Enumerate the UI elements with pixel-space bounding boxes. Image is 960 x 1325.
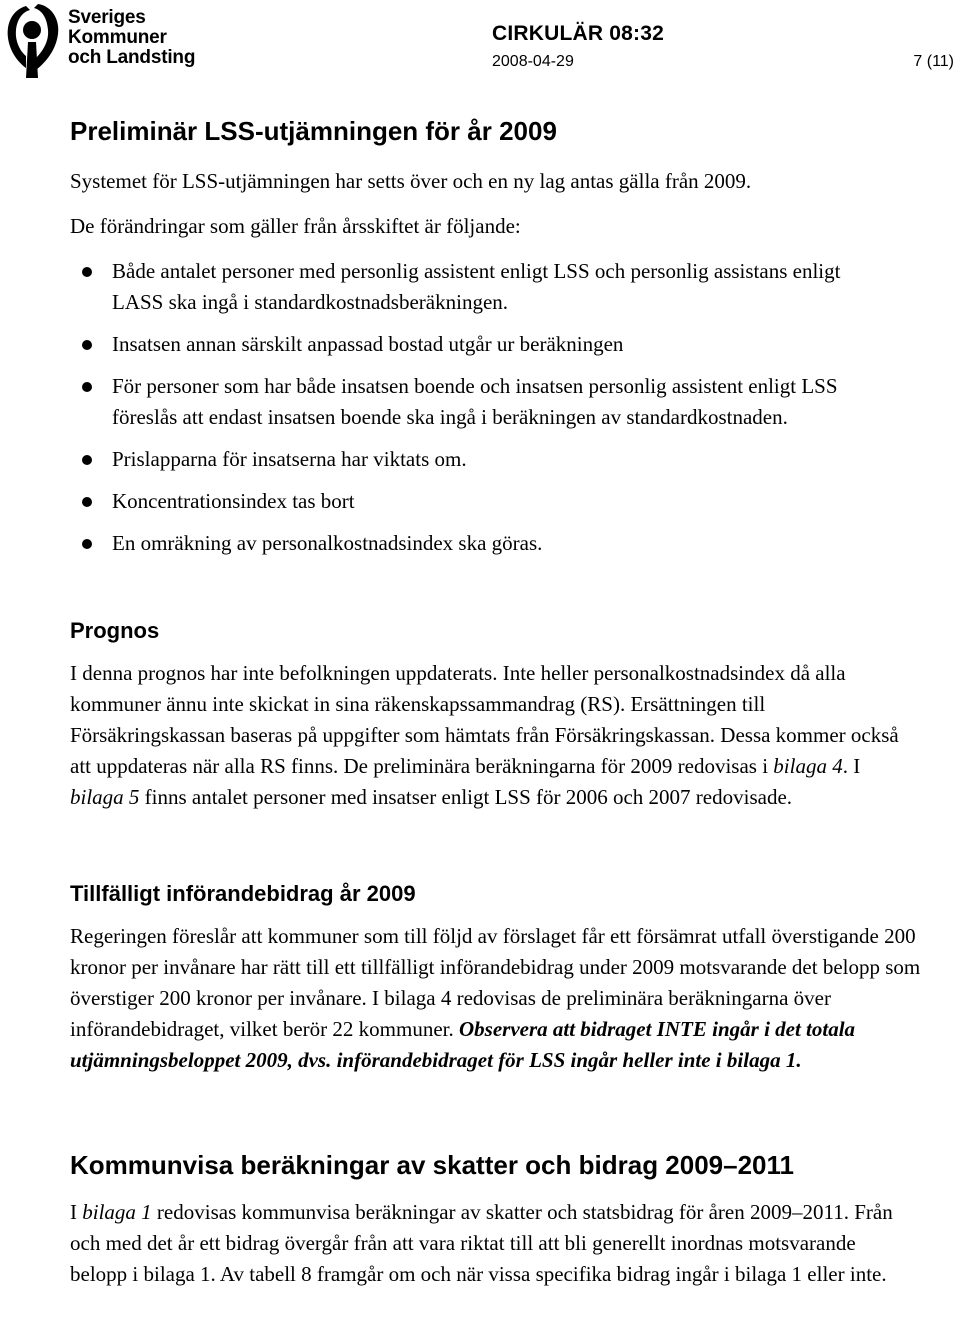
section-title-kommunvisa: Kommunvisa beräkningar av skatter och bidrag 2009–2011	[70, 1150, 795, 1180]
intro-paragraph-2: De förändringar som gäller från årsskiftet är följande:	[70, 214, 521, 238]
section-title-tillfalligt: Tillfälligt införandebidrag år 2009	[70, 881, 416, 906]
sveriges-kommuner-logo-icon	[4, 2, 62, 80]
bullet-icon	[82, 267, 92, 277]
section-title-lss: Preliminär LSS-utjämningen för år 2009	[70, 116, 557, 146]
list-item: Insatsen annan särskilt anpassad bostad utgår ur beräkningen	[70, 329, 890, 360]
list-item: För personer som har både insatsen boende och insatsen personlig assistent enligt LSS föreslås att endast insatsen boende ska ingå i beräkningen av standardkostnaden.	[70, 371, 890, 433]
observation-note: Observera att bidraget INTE ingår i det totala utjämningsbeloppet 2009, dvs. införandebidraget för LSS ingår heller inte i bilaga 1.	[70, 1017, 856, 1072]
bullet-icon	[82, 382, 92, 392]
bilaga-4-reference: bilaga 4	[773, 754, 843, 778]
bullet-icon	[82, 455, 92, 465]
logo-line-3: och Landsting	[68, 47, 196, 68]
page-number: 7 (11)	[913, 53, 954, 70]
document-date: 2008-04-29	[492, 53, 574, 70]
bilaga-1-reference: bilaga 1	[82, 1200, 152, 1224]
document-id: CIRKULÄR 08:32	[492, 22, 664, 45]
list-item: En omräkning av personalkostnadsindex ska göras.	[70, 528, 890, 559]
list-item: Både antalet personer med personlig assistent enligt LSS och personlig assistans enligt LASS ska ingå i standardkostnadsberäkningen.	[70, 256, 890, 318]
bullet-icon	[82, 539, 92, 549]
tillfalligt-paragraph: Regeringen föreslår att kommuner som till följd av förslaget får ett försämrat utfall överstigande 200 kronor per invånare har rätt till ett tillfälligt införandebidrag under 2009 motsvarande det belopp som överstiger 200 kronor per invånare. I bilaga 4 redovisas de preliminära beräkningarna över införandebidraget, vilket berör 22 kommuner. Observera att bidraget INTE ingår i det totala utjämningsbeloppet 2009, dvs. införandebidraget för LSS ingår heller inte i bilaga 1.	[70, 924, 921, 1072]
logo-line-2: Kommuner	[68, 27, 167, 48]
bullet-icon	[82, 340, 92, 350]
changes-list	[70, 256, 890, 570]
bilaga-5-reference: bilaga 5	[70, 785, 140, 809]
prognos-paragraph: I denna prognos har inte befolkningen uppdaterats. Inte heller personalkostnadsindex då alla kommuner ännu inte skickat in sina räkenskapssammandrag (RS). Ersättningen till Försäkringskassan baseras på uppgifter som hämtats från Försäkringskassan. Dessa kommer också att uppdateras när alla RS finns. De preliminära beräkningarna för 2009 redovisas i bilaga 4. I bilaga 5 finns antalet personer med insatser enligt LSS för 2006 och 2007 redovisade.	[70, 661, 899, 809]
kommunvisa-paragraph: I bilaga 1 redovisas kommunvisa beräkningar av skatter och statsbidrag för åren 2009–2011. Från och med det år ett bidrag övergår från att vara riktat till att bli generellt inordnas motsvarande belopp i bilaga 1. Av tabell 8 framgår om och när vissa specifika bidrag ingår i bilaga 1 eller inte.	[70, 1200, 893, 1286]
list-item: Koncentrationsindex tas bort	[70, 486, 890, 517]
intro-paragraph-1: Systemet för LSS-utjämningen har setts över och en ny lag antas gälla från 2009.	[70, 169, 752, 193]
list-item: Prislapparna för insatserna har viktats om.	[70, 444, 890, 475]
logo-line-1: Sveriges	[68, 7, 146, 28]
organization-logo	[4, 2, 194, 82]
bullet-icon	[82, 497, 92, 507]
section-title-prognos: Prognos	[70, 618, 160, 643]
